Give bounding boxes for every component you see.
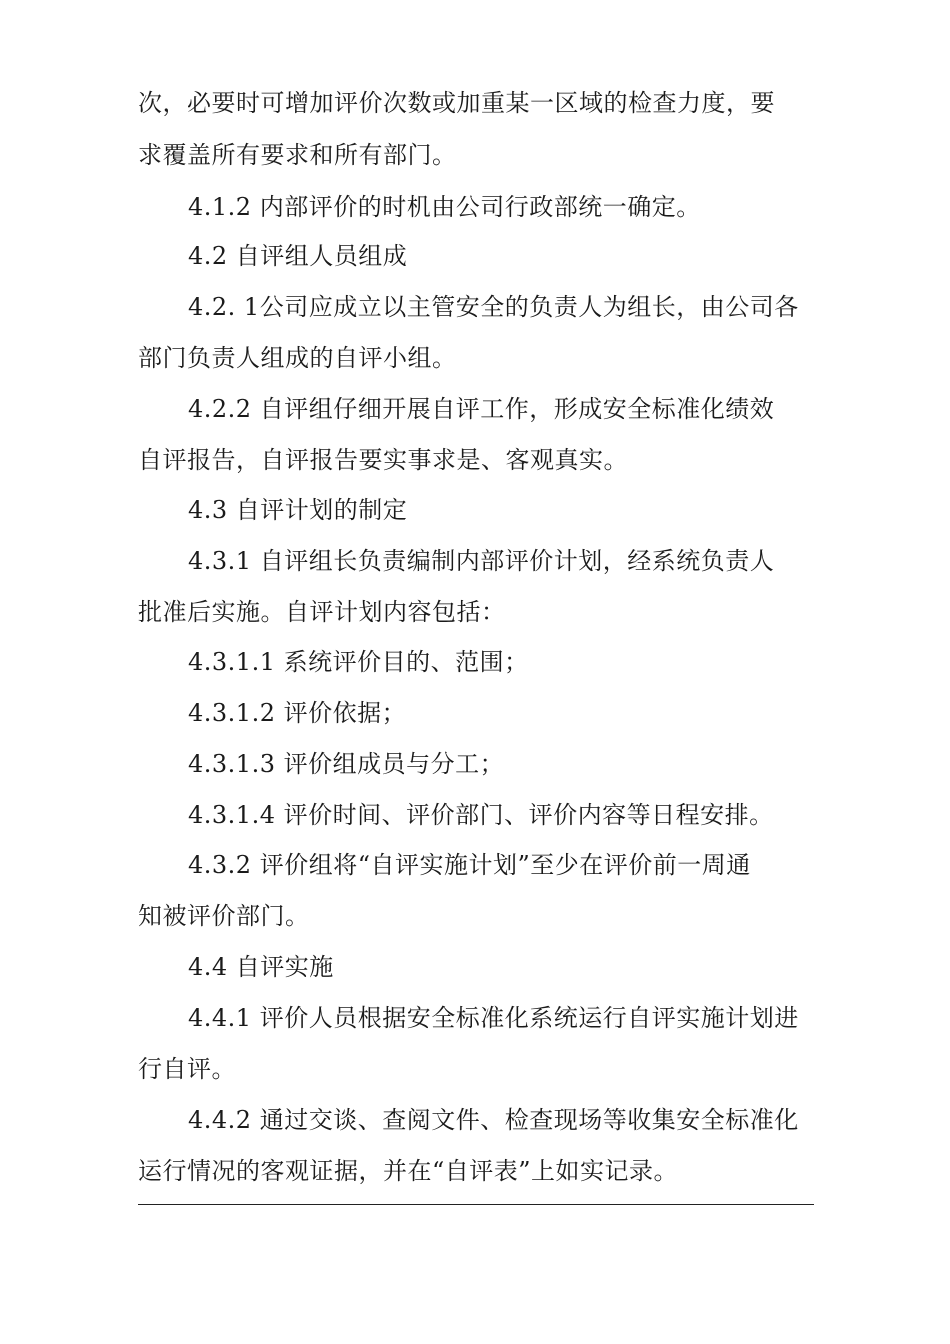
heading-4-4: 4.4 自评实施: [188, 953, 334, 981]
text-line: 知被评价部门。: [138, 902, 310, 930]
text-line: 行自评。: [138, 1055, 236, 1083]
text-line: 批准后实施。自评计划内容包括：: [138, 598, 506, 626]
text-line: 自评报告，自评报告要实事求是、客观真实。: [138, 446, 628, 474]
item-4-3-1-2: 4.3.1.2 评价依据；: [188, 699, 407, 727]
section-4-2-2: 4.2.2 自评组仔细开展自评工作，形成安全标准化绩效: [188, 395, 775, 423]
text-line: 求覆盖所有要求和所有部门。: [138, 141, 457, 169]
text-line: 次，必要时可增加评价次数或加重某一区域的检查力度，要: [138, 89, 775, 117]
item-4-3-1-3: 4.3.1.3 评价组成员与分工；: [188, 750, 505, 778]
item-4-3-1-4: 4.3.1.4 评价时间、评价部门、评价内容等日程安排。: [188, 801, 774, 829]
text-line: 运行情况的客观证据，并在“自评表”上如实记录。: [138, 1157, 679, 1185]
text-line: 部门负责人组成的自评小组。: [138, 344, 457, 372]
section-4-4-1: 4.4.1 评价人员根据安全标准化系统运行自评实施计划进: [188, 1004, 799, 1032]
section-4-2-1: 4.2. 1公司应成立以主管安全的负责人为组长，由公司各: [188, 293, 799, 321]
section-4-4-2: 4.4.2 通过交谈、查阅文件、检查现场等收集安全标准化: [188, 1106, 799, 1134]
section-4-3-2: 4.3.2 评价组将“自评实施计划”至少在评价前一周通: [188, 851, 751, 879]
footer-divider: [138, 1204, 814, 1205]
section-4-1-2: 4.1.2 内部评价的时机由公司行政部统一确定。: [188, 193, 701, 221]
heading-4-3: 4.3 自评计划的制定: [188, 496, 408, 524]
item-4-3-1-1: 4.3.1.1 系统评价目的、范围；: [188, 648, 529, 676]
heading-4-2: 4.2 自评组人员组成: [188, 242, 408, 270]
section-4-3-1: 4.3.1 自评组长负责编制内部评价计划，经系统负责人: [188, 547, 775, 575]
